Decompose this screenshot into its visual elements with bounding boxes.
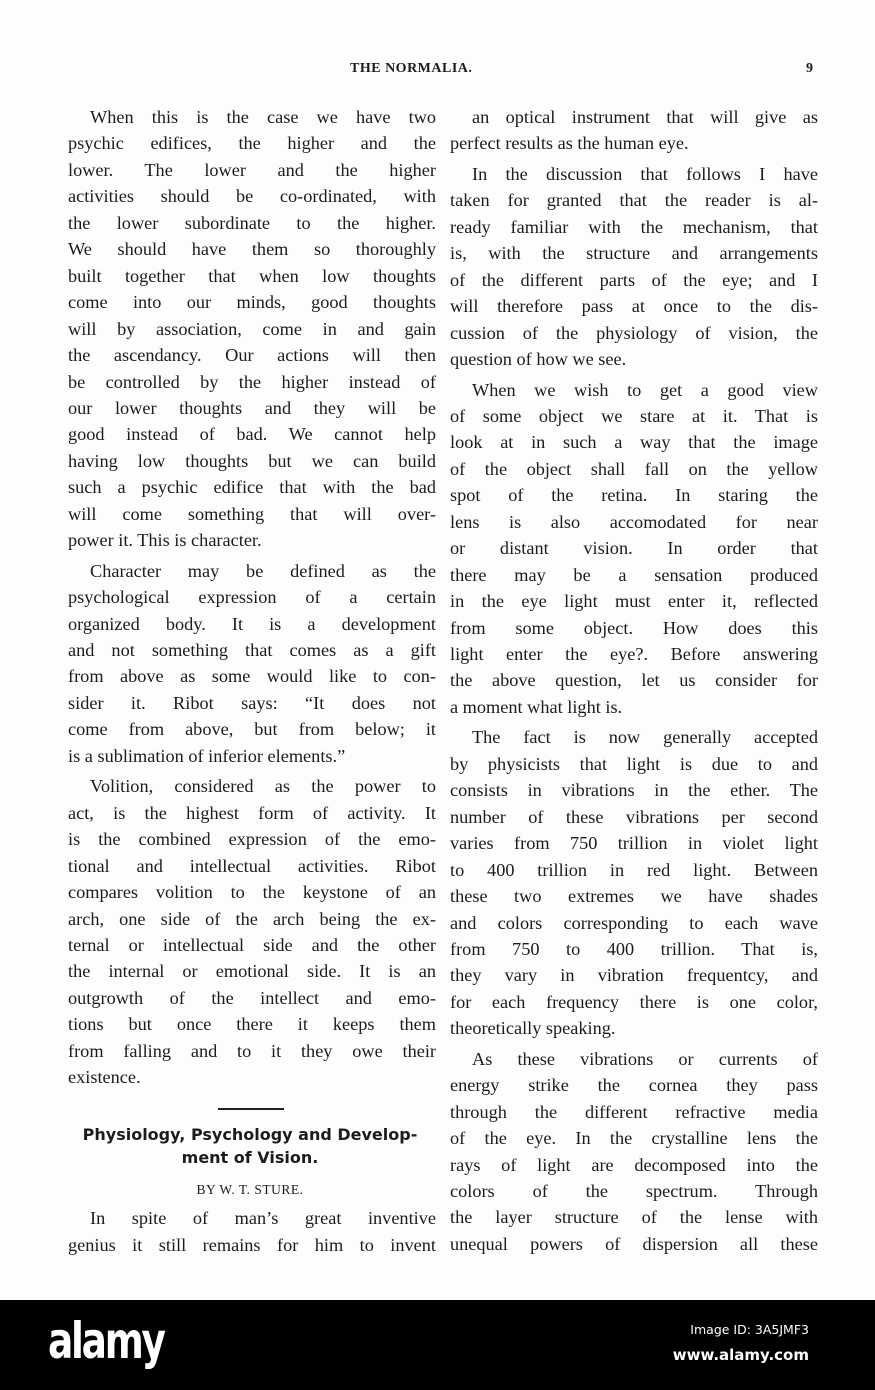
text-line: a moment what light is. — [450, 696, 623, 717]
article-heading-line: ment of Vision. — [181, 1148, 319, 1167]
text-line: rays of light are decomposed into the — [450, 1154, 818, 1175]
text-line: the internal or emotional side. It is an — [68, 961, 436, 982]
page-number: 9 — [806, 61, 814, 76]
text-line: light enter the eye?. Before answering — [450, 644, 818, 664]
text-line: ready familiar with the mechanism, that — [450, 216, 818, 237]
article-heading-line: Physiology, Psychology and Develop- — [82, 1125, 418, 1144]
text-line: psychological expression of a certain — [68, 587, 436, 608]
text-line: from some object. How does this — [450, 617, 818, 638]
text-line: such a psychic edifice that with the bad — [68, 477, 436, 498]
text-line: of some object we stare at it. That is — [450, 405, 818, 426]
text-line: Character may be defined as the — [90, 560, 436, 581]
text-line: is, with the structure and arrangements — [450, 243, 818, 264]
text-line: The fact is now generally accepted — [472, 727, 818, 748]
text-line: In the discussion that follows I have — [472, 163, 818, 184]
text-line: of the different parts of the eye; and I — [450, 269, 818, 290]
text-line: good instead of bad. We cannot help — [68, 424, 436, 445]
text-line: cussion of the physiology of vision, the — [450, 322, 818, 343]
text-line: activities should be co-ordinated, with — [68, 186, 436, 207]
text-line: psychic edifices, the higher and the — [68, 133, 436, 154]
text-line: organized body. It is a development — [68, 613, 436, 634]
text-line: through the different refractive media — [450, 1101, 818, 1122]
text-line: and not something that comes as a gift — [68, 640, 436, 660]
article-byline: BY W. T. STURE. — [196, 1182, 304, 1197]
text-line: from 750 to 400 trillion. That is, — [450, 938, 818, 959]
text-line: When we wish to get a good view — [472, 379, 818, 400]
text-line: In spite of man’s great inventive — [90, 1208, 436, 1228]
section-divider — [218, 1108, 284, 1110]
watermark-bar — [0, 1300, 875, 1390]
text-line: As these vibrations or currents of — [472, 1048, 818, 1069]
text-line: the layer structure of the lense with — [450, 1207, 818, 1228]
text-line: of the eye. In the crystalline lens the — [450, 1128, 818, 1149]
text-line: colors of the spectrum. Through — [450, 1181, 818, 1201]
text-line: number of these vibrations per second — [450, 806, 818, 827]
text-line: Volition, considered as the power to — [90, 776, 436, 797]
text-line: our lower thoughts and they will be — [68, 397, 436, 418]
text-line: for each frequency there is one color, — [450, 991, 818, 1012]
text-line: or distant vision. In order that — [450, 538, 818, 559]
text-line: is a sublimation of inferior elements.” — [68, 745, 346, 766]
text-line: consists in vibrations in the ether. The — [450, 780, 818, 801]
text-line: arch, one side of the arch being the ex- — [68, 908, 436, 929]
text-line: outgrowth of the intellect and emo- — [68, 987, 436, 1008]
text-line: and colors corresponding to each wave — [450, 912, 818, 933]
text-line: act, is the highest form of activity. It — [68, 802, 436, 823]
text-line: tional and intellectual activities. Ribot — [68, 855, 436, 876]
running-header: THE NORMALIA. — [350, 61, 473, 76]
text-line: they vary in vibration frequentcy, and — [450, 965, 818, 986]
text-line: is the combined expression of the emo- — [68, 829, 436, 850]
text-line: the lower subordinate to the higher. — [68, 212, 436, 233]
text-line: come from above, but from below; it — [68, 719, 436, 740]
text-line: there may be a sensation produced — [450, 564, 818, 585]
text-line: spot of the retina. In staring the — [450, 485, 818, 506]
text-line: the above question, let us consider for — [450, 670, 818, 691]
text-line: theoretically speaking. — [450, 1018, 616, 1039]
text-line: power it. This is character. — [68, 530, 262, 551]
text-line: the ascendancy. Our actions will then — [68, 345, 436, 366]
text-line: from above as some would like to con- — [68, 666, 436, 687]
text-line: of the object shall fall on the yellow — [450, 458, 818, 479]
text-line: taken for granted that the reader is al- — [450, 190, 818, 211]
text-line: these two extremes we have shades — [450, 886, 818, 907]
text-line: When this is the case we have two — [90, 107, 436, 127]
text-line: to 400 trillion in red light. Between — [450, 859, 818, 880]
text-line: varies from 750 trillion in violet light — [450, 833, 818, 854]
alamy-logo: alamy — [48, 1312, 164, 1370]
text-line: built together that when low thoughts — [68, 265, 436, 286]
text-line: having low thoughts but we can build — [68, 450, 436, 471]
text-line: by physicists that light is due to and — [450, 753, 818, 774]
text-line: will therefore pass at once to the dis- — [450, 296, 818, 317]
text-line: perfect results as the human eye. — [450, 133, 689, 154]
text-line: compares volition to the keystone of an — [68, 882, 436, 903]
image-id: Image ID: 3A5JMF3 — [690, 1322, 809, 1337]
text-line: tions but once there it keeps them — [68, 1014, 436, 1035]
text-line: lens is also accomodated for near — [450, 511, 818, 532]
text-line: come into our minds, good thoughts — [68, 292, 436, 313]
watermark-url: www.alamy.com — [672, 1346, 809, 1364]
text-line: in the eye light must enter it, reflected — [450, 591, 818, 612]
text-line: ternal or intellectual side and the other — [68, 934, 436, 955]
text-line: sider it. Ribot says: “It does not — [68, 692, 436, 713]
text-line: will by association, come in and gain — [68, 318, 436, 339]
text-line: look at in such a way that the image — [450, 432, 818, 453]
text-line: be controlled by the higher instead of — [68, 371, 436, 392]
text-line: question of how we see. — [450, 349, 627, 370]
text-line: will come something that will over- — [68, 503, 436, 524]
text-line: from falling and to it they owe their — [68, 1040, 436, 1061]
text-line: an optical instrument that will give as — [472, 107, 818, 127]
text-line: existence. — [68, 1067, 141, 1088]
text-line: We should have them so thoroughly — [68, 239, 436, 260]
text-line: genius it still remains for him to invent — [68, 1235, 436, 1255]
text-line: energy strike the cornea they pass — [450, 1075, 818, 1096]
text-line: unequal powers of dispersion all these — [450, 1233, 818, 1254]
text-line: lower. The lower and the higher — [68, 159, 436, 180]
